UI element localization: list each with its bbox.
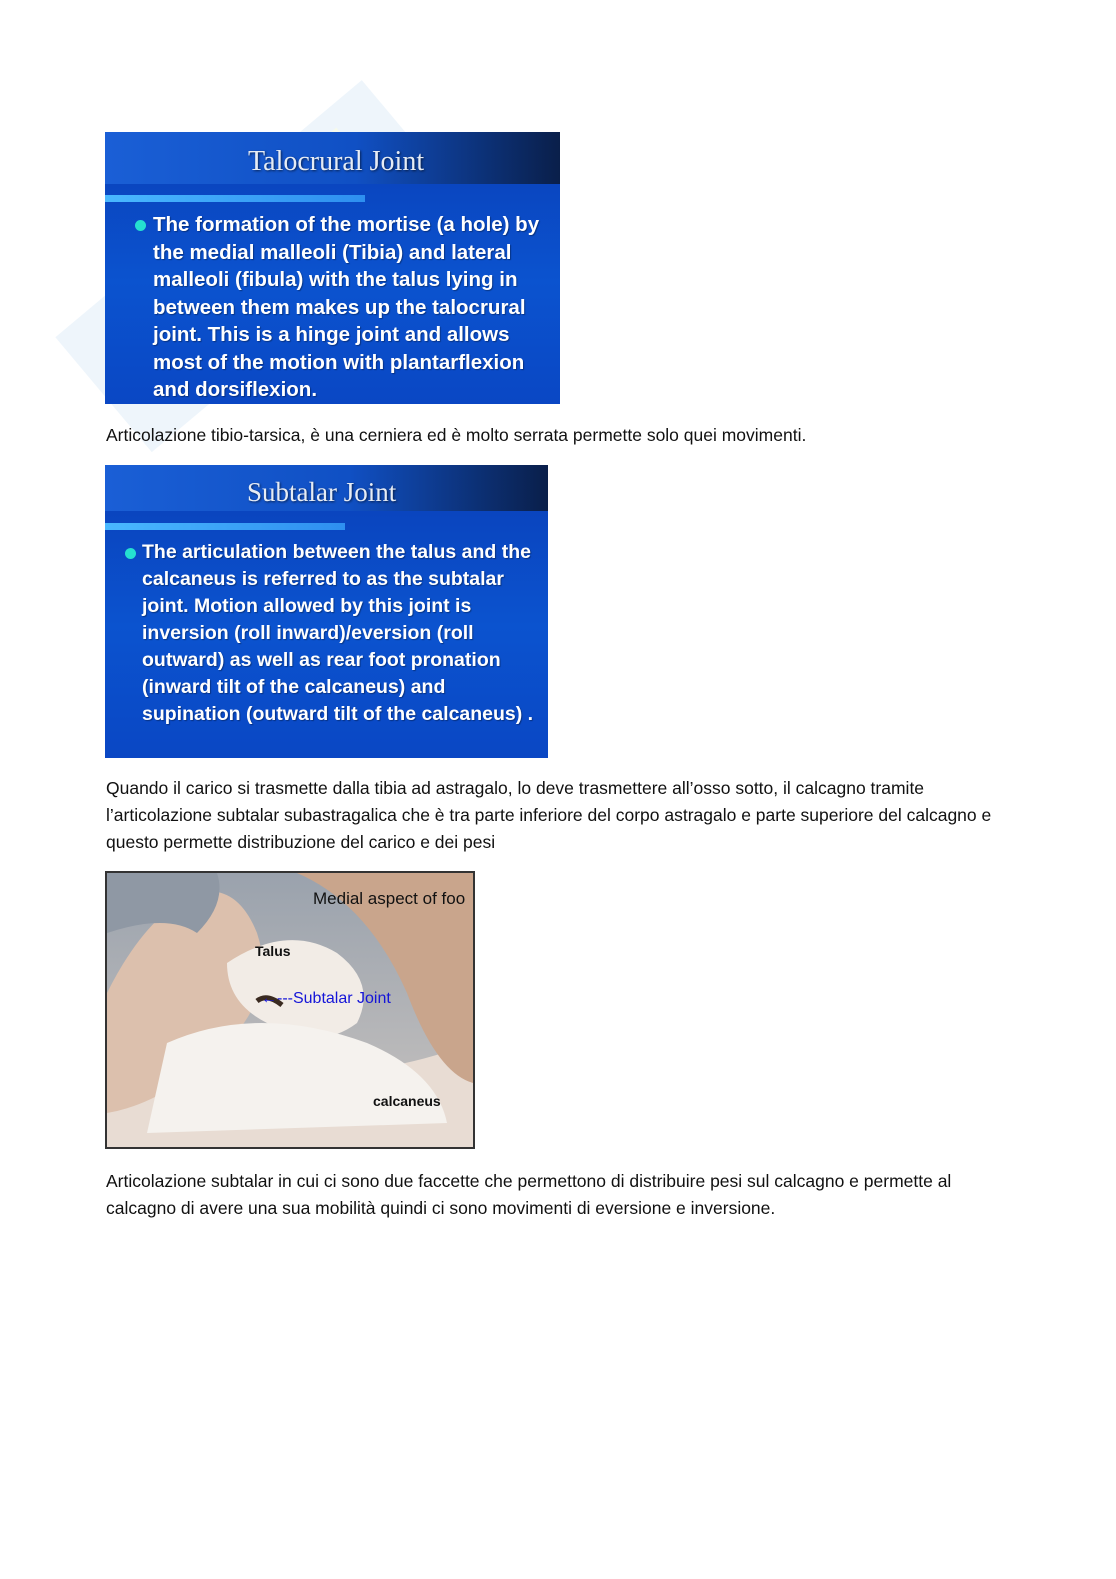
subtalar-joint-label: ←---Subtalar Joint	[261, 990, 391, 1007]
caption-talocrural: Articolazione tibio-tarsica, è una cerniera ed è molto serrata permette solo quei movimenti.	[106, 425, 807, 445]
slide-body: The articulation between the talus and the calcaneus is referred to as the subtalar joint. Motion allowed by this joint is inversion (roll inward)/eversion (roll outward) as well as rear foot pronation (inward tilt of the calcaneus) and supination (outward tilt of the calcaneus) .	[142, 541, 534, 725]
talus-label: Talus	[255, 943, 291, 959]
bullet-icon	[135, 220, 146, 231]
slide-body: The formation of the mortise (a hole) by the medial malleoli (Tibia) and lateral malleoli (fibula) with the talus lying in between them makes up the talocrural joint. This is a hinge joint and allows most of the motion with plantarflexion and dorsiflexion.	[153, 213, 540, 401]
subtalar-joint-photo	[105, 871, 475, 1149]
slide-subtalar-joint	[105, 465, 548, 758]
slide-title: Subtalar Joint	[247, 477, 397, 507]
photo-heading: Medial aspect of foo	[313, 889, 466, 908]
caption-subtalar: Quando il carico si trasmette dalla tibia ad astragalo, lo deve trasmettere all’osso sotto, il calcagno tramite l’articolazione subtalar subastragalica che è tra parte inferiore del corpo astragalo e parte superiore del calcagno e questo permette distribuzione del carico e dei pesi	[106, 778, 992, 852]
bullet-icon	[125, 548, 136, 559]
slide-talocrural-joint	[105, 132, 560, 404]
caption-facets: Articolazione subtalar in cui ci sono due faccette che permettono di distribuire pesi sul calcagno e permette al calcagno di avere una sua mobilità quindi ci sono movimenti di eversione e inversione.	[106, 1171, 952, 1218]
slide-title: Talocrural Joint	[248, 146, 425, 177]
calcaneus-label: calcaneus	[373, 1093, 441, 1109]
